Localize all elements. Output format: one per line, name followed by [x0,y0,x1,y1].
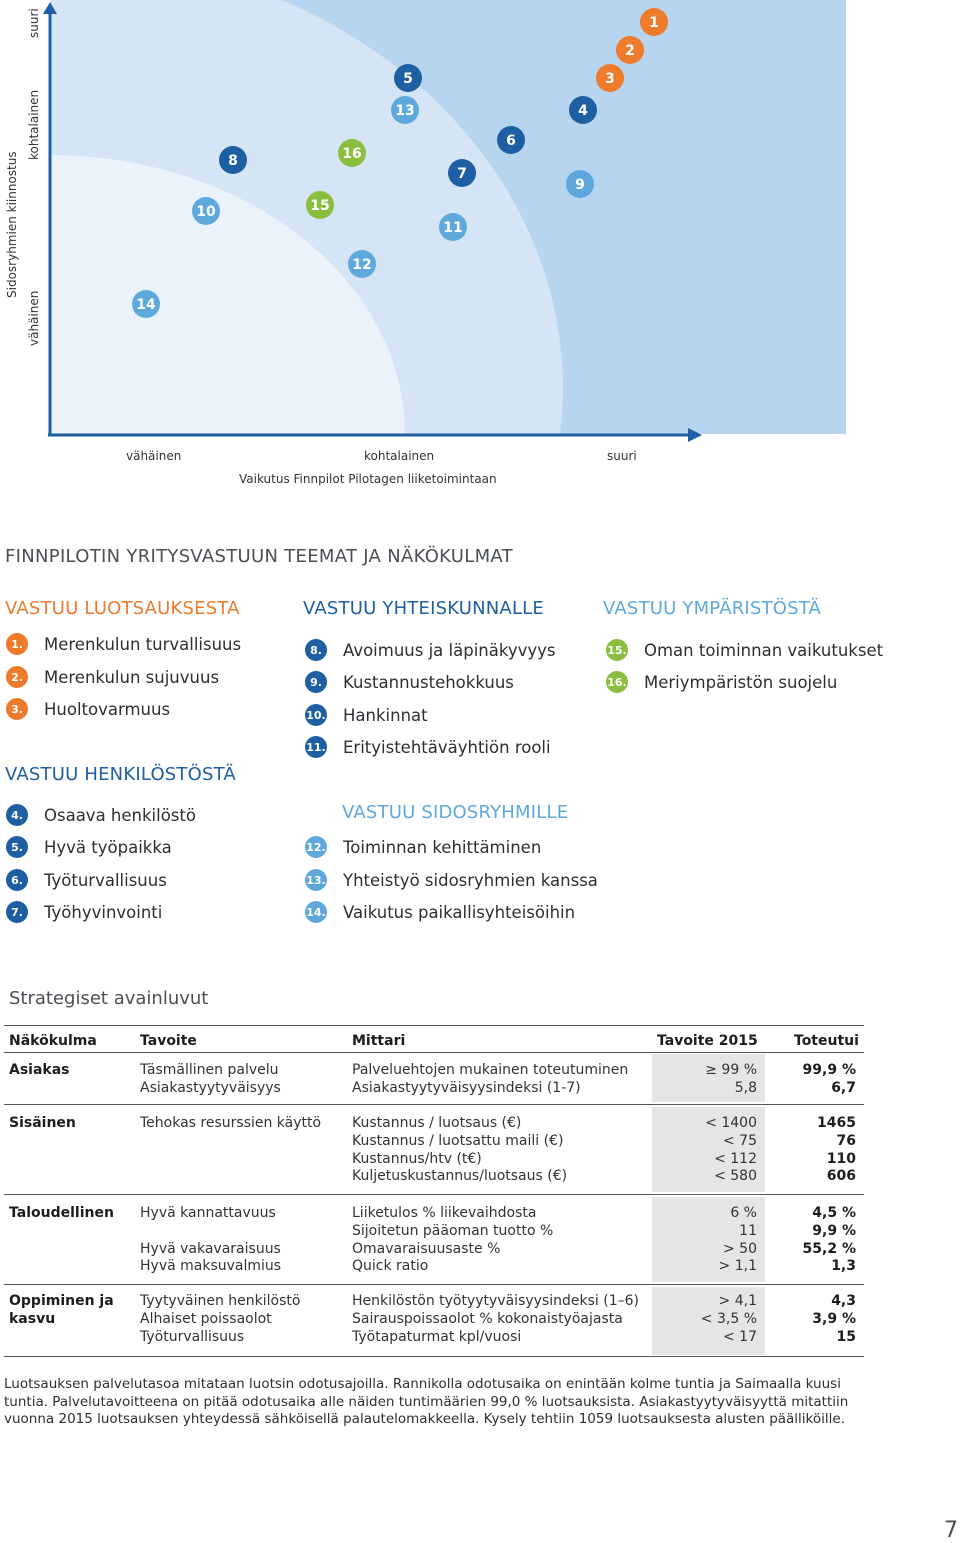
matrix-point [497,126,525,154]
theme-item [6,835,172,859]
cell-tavoite-2015: > 4,1 < 3,5 % < 17 [700,1293,757,1345]
cell-tavoite: Täsmällinen palvelu Asiakastyytyväisyys [140,1062,281,1096]
matrix-point [640,8,668,36]
theme-number-badge: 7. [6,901,28,923]
theme-number-badge: 10. [305,704,327,726]
table-title: Strategiset avainluvut [9,988,209,1009]
matrix-point [439,213,467,241]
theme-label: Avoimuus ja läpinäkyvyys [343,640,556,660]
footnote: Luotsauksen palvelutasoa mitataan luotsin odotusajoilla. Rannikolla odotusaika on enintään kolme tuntia ja Saimaalla kuusi tuntia. Palvelutavoitteena on pitää odotusaika alle näiden tuntimäärien 99,0 % luotsauksista. Asiakastyytyväisyyttä mitattiin vuonna 2015 luotsauksen yhteydessä sähköisellä palautelomakkeella. Kysely tehtiin 1059 luotsauksesta alusten päälliköille. [4,1376,849,1427]
matrix-point [566,170,594,198]
matrix-point [192,197,220,225]
theme-label: Huoltovarmuus [44,699,171,719]
cell-tavoite: Hyvä kannattavuus Hyvä vakavaraisuus Hyvä maksuvalmius [140,1205,282,1275]
theme-label: Osaava henkilöstö [44,805,196,825]
category-ymparisto-title: VASTUU YMPÄRISTÖSTÄ [603,598,822,619]
themes-title: FINNPILOTIN YRITYSVASTUUN TEEMAT JA NÄKÖKULMAT [5,546,513,567]
theme-number-badge: 4. [6,804,28,826]
cell-tavoite: Tehokas resurssien käyttö [140,1115,322,1131]
x-axis-high: suuri [607,449,637,463]
col-header-toteutui: Toteutui [794,1033,859,1049]
theme-label: Oman toiminnan vaikutukset [644,640,884,660]
row-rule [4,1194,864,1195]
matrix-point [616,36,644,64]
col-header-mittari: Mittari [352,1033,406,1049]
theme-item [6,900,162,924]
point-label: 9 [575,177,585,193]
y-axis-low: vähäinen [27,290,41,346]
theme-item [606,638,883,662]
cell-tavoite-2015: ≥ 99 % 5,8 [705,1062,757,1096]
category-henkilosto-title: VASTUU HENKILÖSTÖSTÄ [5,764,236,785]
category-luotsaus-title: VASTUU LUOTSAUKSESTA [5,598,240,619]
point-label: 16 [342,146,362,162]
matrix-point [394,64,422,92]
theme-label: Hankinnat [343,705,428,725]
theme-number-badge: 9. [305,671,327,693]
theme-number-badge: 2. [6,666,28,688]
theme-item [305,835,541,859]
theme-number-badge: 13. [305,869,327,891]
cell-nakokulma: Oppiminen ja kasvu [9,1293,114,1327]
y-axis-high: suuri [27,8,41,38]
theme-item [305,868,598,892]
point-label: 5 [403,71,413,87]
row-rule [4,1284,864,1285]
matrix-point [348,250,376,278]
point-label: 12 [352,257,372,273]
matrix-point [132,290,160,318]
theme-label: Meriympäristön suojelu [644,672,838,692]
category-sidosryhmat-title: VASTUU SIDOSRYHMILLE [342,802,569,823]
point-label: 15 [310,198,330,214]
matrix-point [448,159,476,187]
matrix-point [569,96,597,124]
theme-item [6,665,219,689]
cell-toteutui: 1465 76 110 606 [817,1115,856,1185]
theme-label: Työturvallisuus [44,870,167,890]
point-label: 1 [649,15,659,31]
theme-item [305,638,555,662]
point-label: 13 [395,103,415,119]
theme-item [6,868,167,892]
theme-item [305,735,551,759]
point-label: 6 [506,133,516,149]
materiality-matrix [0,0,960,500]
point-label: 4 [578,103,588,119]
col-header-tavoite-2015: Tavoite 2015 [657,1033,758,1049]
col-header-tavoite: Tavoite [140,1033,197,1049]
point-label: 2 [625,43,635,59]
theme-label: Merenkulun sujuvuus [44,667,220,687]
cell-mittari: Kustannus / luotsaus (€) Kustannus / luotsattu maili (€) Kustannus/htv (t€) Kuljetuskustannus/luotsaus (€) [352,1115,568,1185]
theme-number-badge: 1. [6,633,28,655]
matrix-point [219,146,247,174]
category-yhteiskunta-title: VASTUU YHTEISKUNNALLE [303,598,544,619]
theme-label: Merenkulun turvallisuus [44,634,242,654]
theme-label: Vaikutus paikallisyhteisöihin [343,902,576,922]
theme-number-badge: 16. [606,671,628,693]
cell-nakokulma: Sisäinen [9,1115,76,1131]
theme-item [6,803,196,827]
theme-label: Hyvä työpaikka [44,837,172,857]
cell-mittari: Palveluehtojen mukainen toteutuminen Asiakastyytyväisyysindeksi (1-7) [352,1062,629,1096]
theme-number-badge: 5. [6,836,28,858]
x-axis-title: Vaikutus Finnpilot Pilotagen liiketoimintaan [239,472,497,486]
point-label: 10 [196,204,216,220]
point-label: 14 [136,297,156,313]
point-label: 7 [457,166,467,182]
theme-label: Työhyvinvointi [44,902,163,922]
matrix-point [338,139,366,167]
theme-number-badge: 3. [6,698,28,720]
point-label: 8 [228,153,238,169]
table-top-rule [4,1025,864,1026]
cell-nakokulma: Asiakas [9,1062,70,1078]
cell-toteutui: 4,5 % 9,9 % 55,2 % 1,3 [802,1205,856,1275]
theme-number-badge: 6. [6,869,28,891]
theme-label: Kustannustehokkuus [343,672,514,692]
y-axis-title: Sidosryhmien kiinnostus [5,151,19,298]
matrix-point [596,64,624,92]
col-header-nakokulma: Näkökulma [9,1033,97,1049]
theme-number-badge: 8. [305,639,327,661]
theme-number-badge: 11. [305,736,327,758]
theme-item [305,670,514,694]
theme-item [305,703,428,727]
point-label: 3 [605,71,615,87]
cell-toteutui: 99,9 % 6,7 [802,1062,856,1096]
cell-mittari: Liiketulos % liikevaihdosta Sijoitetun pääoman tuotto % Omavaraisuusaste % Quick ratio [352,1205,554,1275]
x-axis-low: vähäinen [126,449,182,463]
x-axis-mid: kohtalainen [364,449,435,463]
point-label: 11 [443,220,463,236]
page-number: 7 [944,1518,958,1543]
matrix-point [391,96,419,124]
matrix-point [306,191,334,219]
theme-item [305,900,575,924]
table-header-rule [4,1052,864,1053]
theme-item [6,697,170,721]
theme-number-badge: 15. [606,639,628,661]
theme-item [6,632,241,656]
cell-toteutui: 4,3 3,9 % 15 [812,1293,856,1345]
cell-tavoite-2015: 6 % 11 > 50 > 1,1 [718,1205,757,1275]
row-rule [4,1104,864,1105]
theme-label: Erityistehtäväyhtiön rooli [343,737,551,757]
cell-nakokulma: Taloudellinen [9,1205,114,1221]
theme-number-badge: 12. [305,836,327,858]
cell-tavoite: Tyytyväinen henkilöstö Alhaiset poissaolot Työturvallisuus [140,1293,301,1345]
theme-label: Yhteistyö sidosryhmien kanssa [343,870,598,890]
theme-item [606,670,837,694]
y-axis-mid: kohtalainen [27,89,41,160]
cell-tavoite-2015: < 1400 < 75 < 112 < 580 [705,1115,757,1185]
theme-number-badge: 14. [305,901,327,923]
cell-mittari: Henkilöstön työtyytyväisyysindeksi (1–6) Sairauspoissaolot % kokonaistyöajasta Työtapaturmat kpl/vuosi [352,1293,639,1345]
table-bottom-rule [4,1356,864,1357]
theme-label: Toiminnan kehittäminen [343,837,542,857]
